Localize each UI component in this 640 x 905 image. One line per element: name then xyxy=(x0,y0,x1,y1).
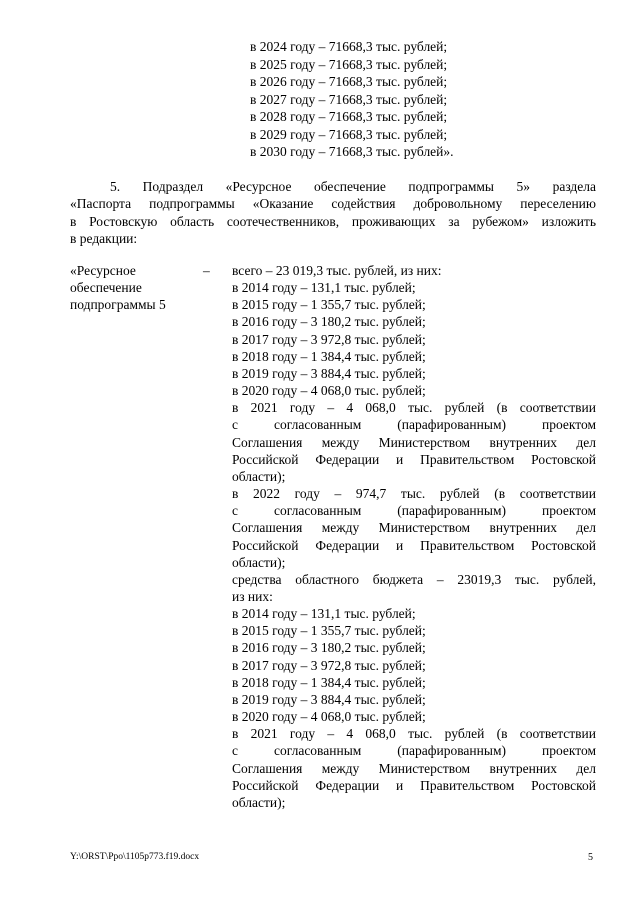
content-line: в 2017 году – 3 972,8 тыс. рублей; xyxy=(232,657,426,673)
label-line: «Ресурсное xyxy=(70,263,136,278)
content-line: области); xyxy=(232,794,286,810)
content-line: всего – 23 019,3 тыс. рублей, из них: xyxy=(232,263,442,278)
content-line: в 2015 году – 1 355,7 тыс. рублей; xyxy=(232,623,426,639)
list-item: в 2030 году – 71668,3 тыс. рублей». xyxy=(250,144,454,159)
content-line: области); xyxy=(232,468,286,484)
paragraph-line: в редакции: xyxy=(70,231,138,247)
content-line: Соглашения между Министерством внутренних дел xyxy=(232,760,596,776)
content-line: в 2019 году – 3 884,4 тыс. рублей; xyxy=(232,365,426,381)
content-line: Российской Федерации и Правительством Ростовской xyxy=(232,451,596,467)
footer-file-path: Y:\ORST\Ppo\1105p773.f19.docx xyxy=(70,852,200,862)
content-line: с согласованным (парафированным) проектом xyxy=(232,743,596,759)
list-item: в 2025 году – 71668,3 тыс. рублей; xyxy=(250,56,448,72)
list-item: в 2026 году – 71668,3 тыс. рублей; xyxy=(250,74,448,89)
list-item: в 2027 году – 71668,3 тыс. рублей; xyxy=(250,91,448,107)
content-line: в 2016 году – 3 180,2 тыс. рублей; xyxy=(232,314,426,330)
content-line: в 2020 году – 4 068,0 тыс. рублей; xyxy=(232,709,426,725)
content-line: Соглашения между Министерством внутренних дел xyxy=(232,520,596,536)
funding-years-list xyxy=(250,38,454,161)
content-line: из них: xyxy=(232,588,273,604)
content-line: в 2021 году – 4 068,0 тыс. рублей (в соответствии xyxy=(232,726,596,742)
content-line: Российской Федерации и Правительством Ростовской xyxy=(232,537,596,553)
content-line: в 2014 году – 131,1 тыс. рублей; xyxy=(232,280,416,296)
content-line: средства областного бюджета – 23019,3 тыс. рублей, xyxy=(232,571,596,587)
resource-label xyxy=(70,262,166,314)
resource-content xyxy=(232,262,596,811)
label-line: обеспечение xyxy=(70,280,142,296)
content-line: в 2018 году – 1 384,4 тыс. рублей; xyxy=(232,674,426,690)
content-line: в 2017 году – 3 972,8 тыс. рублей; xyxy=(232,331,426,347)
content-line: с согласованным (парафированным) проектом xyxy=(232,503,596,519)
amendment-paragraph xyxy=(70,178,596,248)
content-line: в 2019 году – 3 884,4 тыс. рублей; xyxy=(232,691,426,707)
paragraph-line: 5. Подраздел «Ресурсное обеспечение подпрограммы 5» раздела xyxy=(110,179,596,194)
content-line: области); xyxy=(232,554,286,570)
paragraph-line: «Паспорта подпрограммы «Оказание содействия добровольному переселению xyxy=(70,196,596,212)
content-line: Соглашения между Министерством внутренних дел xyxy=(232,434,596,450)
page-number: 5 xyxy=(588,852,593,863)
list-item: в 2024 году – 71668,3 тыс. рублей; xyxy=(250,39,448,54)
list-item: в 2028 году – 71668,3 тыс. рублей; xyxy=(250,109,448,124)
paragraph-line: в Ростовскую область соотечественников, проживающих за рубежом» изложить xyxy=(70,213,596,229)
list-item: в 2029 году – 71668,3 тыс. рублей; xyxy=(250,126,448,142)
content-line: в 2015 году – 1 355,7 тыс. рублей; xyxy=(232,297,426,313)
content-line: в 2022 году – 974,7 тыс. рублей (в соответствии xyxy=(232,486,596,502)
content-line: в 2021 году – 4 068,0 тыс. рублей (в соответствии xyxy=(232,400,596,416)
content-line: в 2014 году – 131,1 тыс. рублей; xyxy=(232,606,416,622)
label-line: подпрограммы 5 xyxy=(70,297,166,313)
label-dash: – xyxy=(203,263,210,278)
content-line: в 2020 году – 4 068,0 тыс. рублей; xyxy=(232,383,426,399)
content-line: с согласованным (парафированным) проектом xyxy=(232,417,596,433)
content-line: Российской Федерации и Правительством Ростовской xyxy=(232,777,596,793)
content-line: в 2016 году – 3 180,2 тыс. рублей; xyxy=(232,640,426,656)
content-line: в 2018 году – 1 384,4 тыс. рублей; xyxy=(232,348,426,364)
